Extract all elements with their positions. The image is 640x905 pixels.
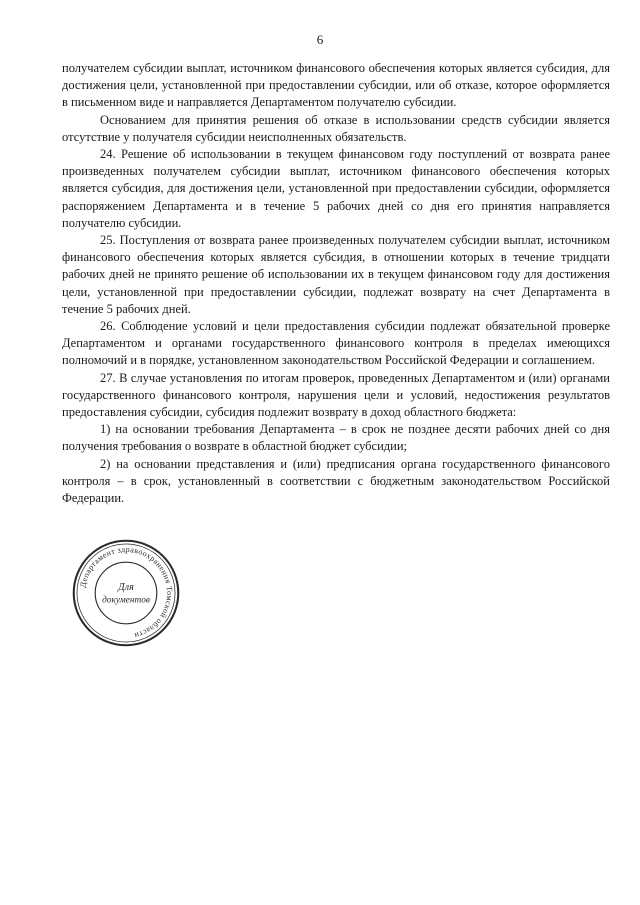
document-body	[62, 60, 610, 507]
page-number: 6	[316, 32, 324, 47]
paragraph-25: 25. Поступления от возврата ранее произведенных получателем субсидии выплат, источником финансового обеспечения которых является субсидия, в отношении которых в течение тридцати рабочих дней не принято решение об использовании их в текущем финансовом году для достижения цели, установленной при предоставлении субсидии, подлежат возврату на счет Департамента в течение 5 рабочих дней.	[62, 233, 610, 316]
stamp-center-line-2: документов	[102, 595, 150, 606]
paragraph-continuation: получателем субсидии выплат, источником финансового обеспечения которых является субсидия, для достижения цели, установленной при предоставлении субсидии, или об отказе, которое оформляется в письменном виде и направляется Департаментом получателю субсидии.	[62, 61, 610, 110]
paragraph-27-item-1: 1) на основании требования Департамента – в срок не позднее десяти рабочих дней со дня получения требования о возврате в областной бюджет субсидии;	[62, 422, 610, 454]
paragraph-27-item-2: 2) на основании представления и (или) предписания органа государственного финансового контроля – в срок, установленный в соответствии с бюджетным законодательством Российской Федерации.	[62, 456, 610, 506]
paragraph-refusal-basis: Основанием для принятия решения об отказе в использовании средств субсидии является отсутствие у получателя субсидии неисполненных обязательств.	[62, 112, 610, 144]
paragraph-24: 24. Решение об использовании в текущем финансовом году поступлений от возврата ранее произведенных получателем субсидии выплат, источником финансового обеспечения которых является субсидия, для достижения цели, установленной при предоставлении субсидии, оформляется распоряжением Департамента и в течение 5 рабочих дней со дня его принятия направляется получателю субсидии.	[62, 147, 610, 230]
paragraph-27: 27. В случае установления по итогам проверок, проведенных Департаментом и (или) органами государственного финансового контроля, нарушения цели и условий, недостижения результатов предоставления субсидии, субсидия подлежит возврату в доход областного бюджета:	[62, 370, 610, 420]
paragraph-26: 26. Соблюдение условий и цели предоставления субсидии подлежат обязательной проверке Департаментом и органами государственного финансового контроля в пределах имеющихся полномочий и в порядке, установленном законодательством Российской Федерации и соглашением.	[62, 319, 610, 368]
official-stamp	[70, 537, 182, 649]
stamp-center-line-1: Для	[118, 582, 134, 594]
stamp-seal-icon	[70, 537, 182, 649]
stamp-outer-text: Департамент здравоохранения Томской области	[78, 544, 175, 641]
